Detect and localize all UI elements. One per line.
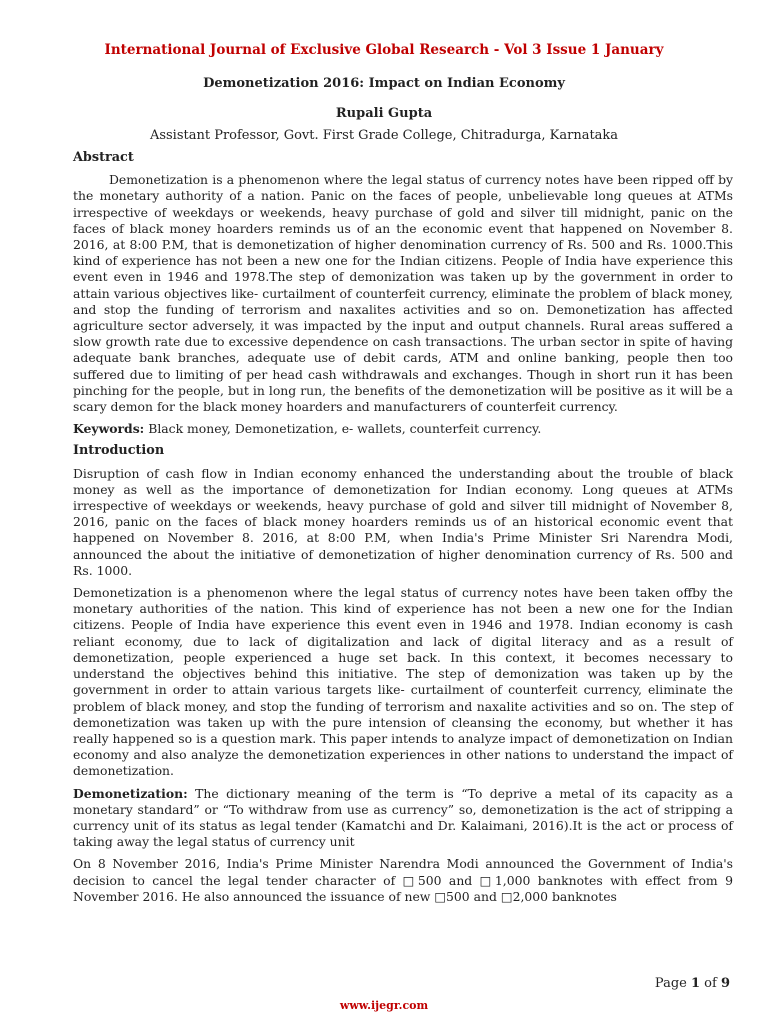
demonetization-text: The dictionary meaning of the term is “To deprive a metal of its capacity as a monetary standard” or “To withdraw from use as currency” so, demonetization is the act of stripping a currency unit of its status as legal tender (Kamatchi and Dr. Kalaimani, 2016).It is the act or process of taking away the legal status of currency unit	[73, 785, 733, 850]
demonetization-definition	[73, 786, 733, 851]
abstract-text: Demonetization is a phenomenon where the legal status of currency notes have been ripped off by the monetary authority of a nation. Panic on the faces of people, unbelievable long queues at ATMs irrespective of weekdays or weekends, heavy purchase of gold and silver till midnight, panic on the faces of black money hoarders reminds us of an the economic event that happened on November 8. 2016, at 8:00 P.M, that is demonetization of higher denomination currency of Rs. 500 and Rs. 1000.This kind of experience has not been a new one for the Indian citizens. People of India have experience this event even in 1946 and 1978.The step of demonization was taken up by the government in order to attain various objectives like- curtailment of counterfeit currency, eliminate the problem of black money, and stop the funding of terrorism and naxalites activities and so on. Demonetization has affected agriculture sector adversely, it was impacted by the input and output channels. Rural areas suffered a slow growth rate due to excessive dependence on cash transactions. The urban sector in spite of having adequate bank branches, adequate use of debit cards, ATM and online banking, people then too suffered due to limiting of per head cash withdrawals and exchanges. Though in short run it has been pinching for the people, but in long run, the benefits of the demonetization will be positive as it will be a scary demon for the black money hoarders and manufacturers of counterfeit currency.	[73, 172, 733, 415]
journal-url[interactable]: www.ijegr.com	[339, 999, 429, 1012]
introduction-paragraph-2: Demonetization is a phenomenon where the legal status of currency notes have been taken offby the monetary authorities of the nation. This kind of experience has not been a new one for the Indian citizens. People of India have experience this event even in 1946 and 1978. Indian economy is cash reliant economy, due to lack of digitalization and lack of digital literacy and as a result of demonetization, people experienced a huge set back. In this context, it becomes necessary to understand the objectives behind this initiative. The step of demonization was taken up by the government in order to attain various targets like- curtailment of counterfeit currency, eliminate the problem of black money, and stop the funding of terrorism and naxalite activities and so on. The step of demonetization was taken up with the pure intension of cleansing the economy, but whether it has really happened so is a question mark. This paper intends to analyze impact of demonetization on Indian economy and also analyze the demonetization experiences in other nations to understand the impact of demonetization.	[73, 585, 733, 779]
paper-body	[73, 150, 733, 911]
introduction-paragraph-1: Disruption of cash flow in Indian economy enhanced the understanding about the trouble of black money as well as the importance of demonetization for Indian economy. Long queues at ATMs irrespective of weekdays or weekends, heavy purchase of gold and silver till midnight of November 8, 2016, panic on the faces of black money hoarders reminds us of an historical economic event that happened on November 8. 2016, at 8:00 P.M, when India's Prime Minister Sri Narendra Modi, announced the about the initiative of demonetization of higher denomination currency of Rs. 500 and Rs. 1000.	[73, 465, 733, 578]
author-name: Rupali Gupta	[335, 106, 433, 121]
keywords-text: Black money, Demonetization, e- wallets, counterfeit currency.	[148, 421, 542, 437]
paper-title: Demonetization 2016: Impact on Indian Economy	[203, 76, 565, 91]
keywords-label: Keywords:	[73, 421, 145, 437]
author-affiliation: Assistant Professor, Govt. First Grade College, Chitradurga, Karnataka	[149, 128, 619, 143]
page-total: 9	[720, 976, 730, 991]
page-current: 1	[690, 976, 701, 991]
page-number	[655, 976, 730, 991]
demonetization-label: Demonetization:	[73, 785, 188, 801]
keywords-line	[73, 421, 733, 437]
abstract-heading: Abstract	[73, 150, 134, 165]
announcement-paragraph: On 8 November 2016, India's Prime Minister Narendra Modi announced the Government of India's decision to cancel the legal tender character of □500 and □1,000 banknotes with effect from 9 November 2016. He also announced the issuance of new □500 and □2,000 banknotes	[73, 856, 733, 904]
journal-header: International Journal of Exclusive Global Research - Vol 3 Issue 1 January	[104, 42, 664, 58]
introduction-heading: Introduction	[73, 443, 165, 459]
page-of-label: of	[704, 976, 717, 991]
page-label: Page	[654, 976, 687, 991]
